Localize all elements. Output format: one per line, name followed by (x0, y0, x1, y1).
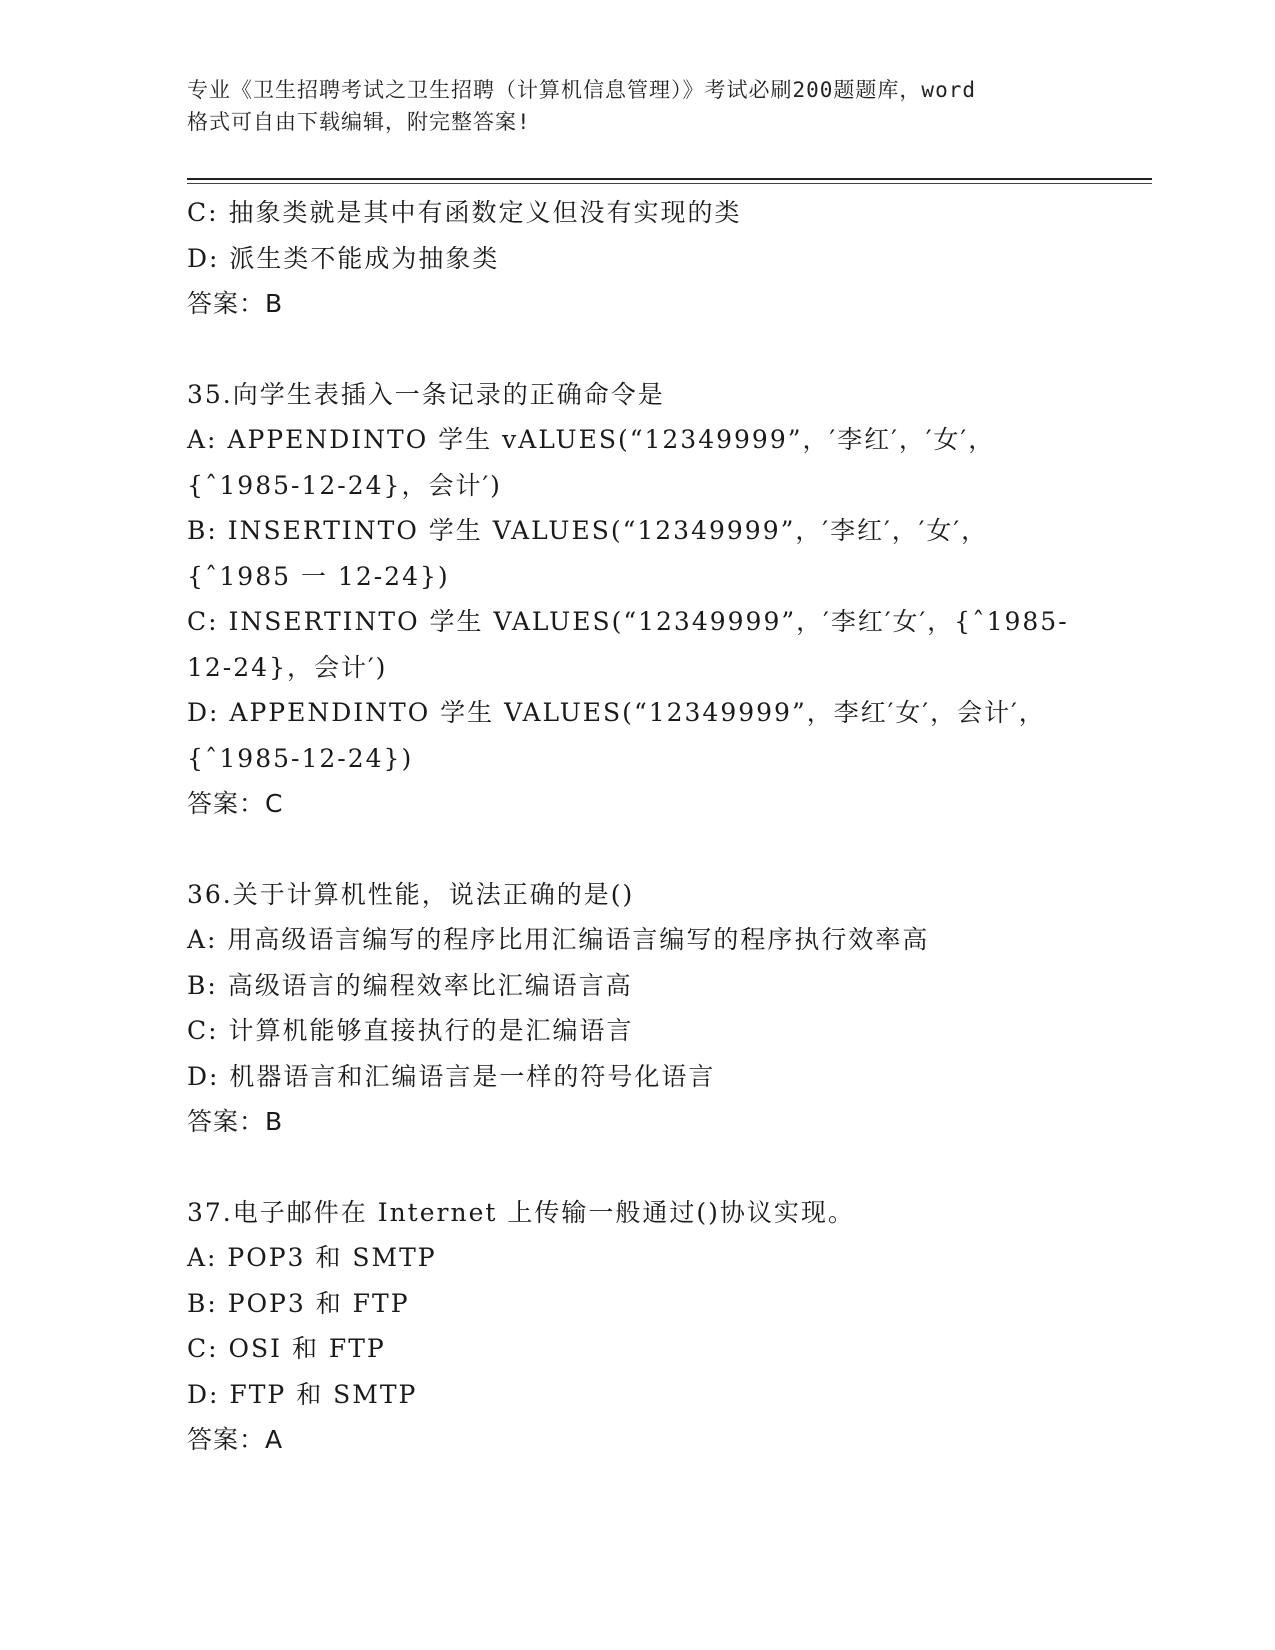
spacer (187, 327, 1107, 372)
spacer (187, 1145, 1107, 1190)
option-a-cont: {ˆ1985-12-24}，会计′) (187, 470, 502, 500)
question-block-continued (187, 190, 1107, 327)
answer-line: 答案：C (187, 789, 284, 818)
option-d-cont: {ˆ1985-12-24}) (187, 743, 414, 773)
option-a: A: APPENDINTO 学生 vALUES(“12349999”，′李红′，′女′， (187, 425, 996, 454)
header-divider-thin (187, 183, 1152, 184)
option-a: A: 用高级语言编写的程序比用汇编语言编写的程序执行效率高 (187, 925, 930, 954)
option-d: D: FTP 和 SMTP (187, 1379, 418, 1409)
header-line-2: 格式可自由下载编辑，附完整答案! (187, 110, 531, 134)
answer-line: 答案：B (187, 1107, 284, 1136)
question-text: 35.向学生表插入一条记录的正确命令是 (187, 379, 665, 409)
question-list (187, 190, 1107, 1463)
option-c: C: INSERTINTO 学生 VALUES(“12349999”，′李红′女′，{ˆ1985- (187, 607, 1069, 636)
option-a: A: POP3 和 SMTP (187, 1243, 437, 1272)
question-block-37 (187, 1190, 1107, 1463)
question-text: 36.关于计算机性能，说法正确的是() (187, 879, 635, 909)
question-block-35 (187, 372, 1107, 827)
option-b: B: 高级语言的编程效率比汇编语言高 (187, 970, 633, 1000)
option-d: D: 机器语言和汇编语言是一样的符号化语言 (187, 1061, 716, 1091)
header-line-1: 专业《卫生招聘考试之卫生招聘（计算机信息管理）》考试必刷200题题库，word (187, 78, 976, 102)
option-b-cont: {ˆ1985 一 12-24}) (187, 561, 450, 591)
option-c-cont: 12-24}，会计′) (187, 652, 388, 682)
option-c: C: 计算机能够直接执行的是汇编语言 (187, 1016, 634, 1045)
option-d: D: 派生类不能成为抽象类 (187, 243, 500, 273)
option-c: C: OSI 和 FTP (187, 1334, 386, 1363)
answer-line: 答案：B (187, 289, 284, 318)
option-d: D: APPENDINTO 学生 VALUES(“12349999”，李红′女′，会计′， (187, 698, 1046, 727)
answer-line: 答案：A (187, 1425, 284, 1454)
page-header (187, 74, 1087, 138)
option-b: B: POP3 和 FTP (187, 1288, 410, 1318)
option-b: B: INSERTINTO 学生 VALUES(“12349999”，′李红′，′女′， (187, 516, 989, 545)
question-block-36 (187, 872, 1107, 1145)
spacer (187, 827, 1107, 872)
option-c: C: 抽象类就是其中有函数定义但没有实现的类 (187, 198, 742, 227)
question-text: 37.电子邮件在 Internet 上传输一般通过()协议实现。 (187, 1197, 855, 1227)
header-divider-thick (187, 178, 1152, 180)
